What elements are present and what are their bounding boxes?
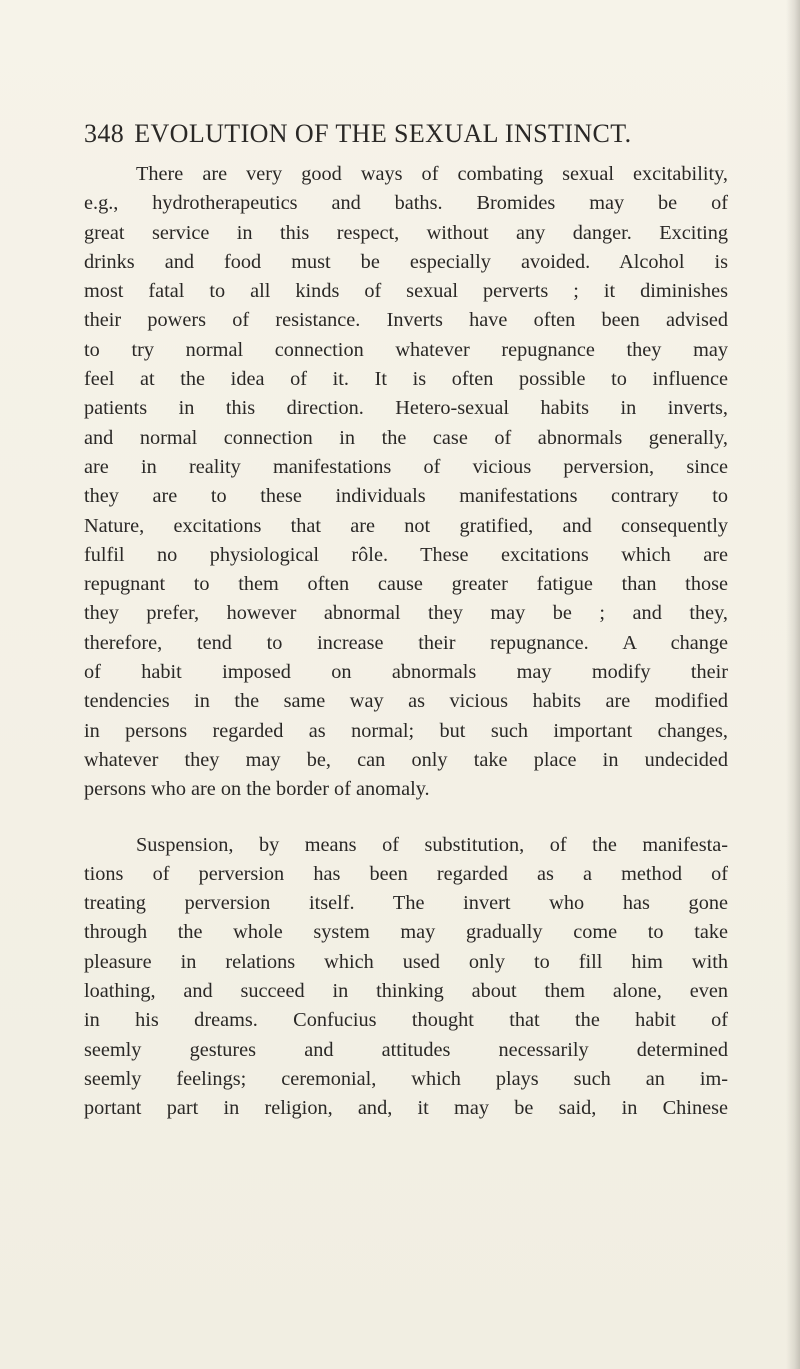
text-line: e.g., hydrotherapeutics and baths. Bromides may be of	[84, 192, 728, 215]
page-edge-shadow	[786, 0, 800, 1369]
running-title: EVOLUTION OF THE SEXUAL INSTINCT.	[134, 119, 632, 148]
paragraph-2	[84, 831, 728, 1124]
text-line: feel at the idea of it. It is often possible to influence	[84, 368, 728, 391]
text-line: pleasure in relations which used only to fill him with	[84, 950, 728, 973]
text-line: seemly feelings; ceremonial, which plays such an im-	[84, 1067, 728, 1090]
text-line: Suspension, by means of substitution, of the manifesta-	[136, 833, 728, 856]
text-line: are in reality manifestations of vicious perversion, since	[84, 455, 728, 478]
text-line: whatever they may be, can only take place in undecided	[84, 748, 728, 771]
paragraph-1	[84, 160, 728, 805]
text-line: in his dreams. Confucius thought that the habit of	[84, 1009, 728, 1032]
text-line: portant part in religion, and, it may be said, in Chinese	[84, 1097, 728, 1120]
text-line: loathing, and succeed in thinking about them alone, even	[84, 980, 728, 1003]
body-text	[84, 160, 728, 1124]
text-line: of habit imposed on abnormals may modify their	[84, 661, 728, 684]
paragraph-gap	[84, 805, 728, 831]
text-line: fulfil no physiological rôle. These excitations which are	[84, 543, 728, 566]
text-line: persons who are on the border of anomaly.	[84, 778, 430, 801]
running-header	[84, 116, 744, 152]
text-line: tendencies in the same way as vicious habits are modified	[84, 690, 728, 713]
text-line: to try normal connection whatever repugnance they may	[84, 338, 728, 361]
page-number: 348	[84, 119, 125, 148]
text-line: treating perversion itself. The invert who has gone	[84, 892, 728, 915]
text-line: repugnant to them often cause greater fatigue than those	[84, 573, 728, 596]
text-line: through the whole system may gradually come to take	[84, 921, 728, 944]
text-line: patients in this direction. Hetero-sexual habits in inverts,	[84, 397, 728, 420]
text-line: most fatal to all kinds of sexual perverts ; it diminishes	[84, 280, 728, 303]
text-line: they are to these individuals manifestations contrary to	[84, 485, 728, 508]
text-line: and normal connection in the case of abnormals generally,	[84, 426, 728, 449]
text-line: There are very good ways of combating sexual excitability,	[136, 163, 728, 185]
text-line: they prefer, however abnormal they may be ; and they,	[84, 602, 728, 625]
text-line: tions of perversion has been regarded as a method of	[84, 862, 728, 885]
text-line: their powers of resistance. Inverts have often been advised	[84, 309, 728, 332]
text-line: seemly gestures and attitudes necessarily determined	[84, 1038, 728, 1061]
text-line: therefore, tend to increase their repugnance. A change	[84, 631, 728, 654]
text-line: in persons regarded as normal; but such important changes,	[84, 719, 728, 742]
text-line: Nature, excitations that are not gratified, and consequently	[84, 514, 728, 537]
text-line: great service in this respect, without any danger. Exciting	[84, 221, 728, 244]
text-line: drinks and food must be especially avoided. Alcohol is	[84, 250, 728, 273]
